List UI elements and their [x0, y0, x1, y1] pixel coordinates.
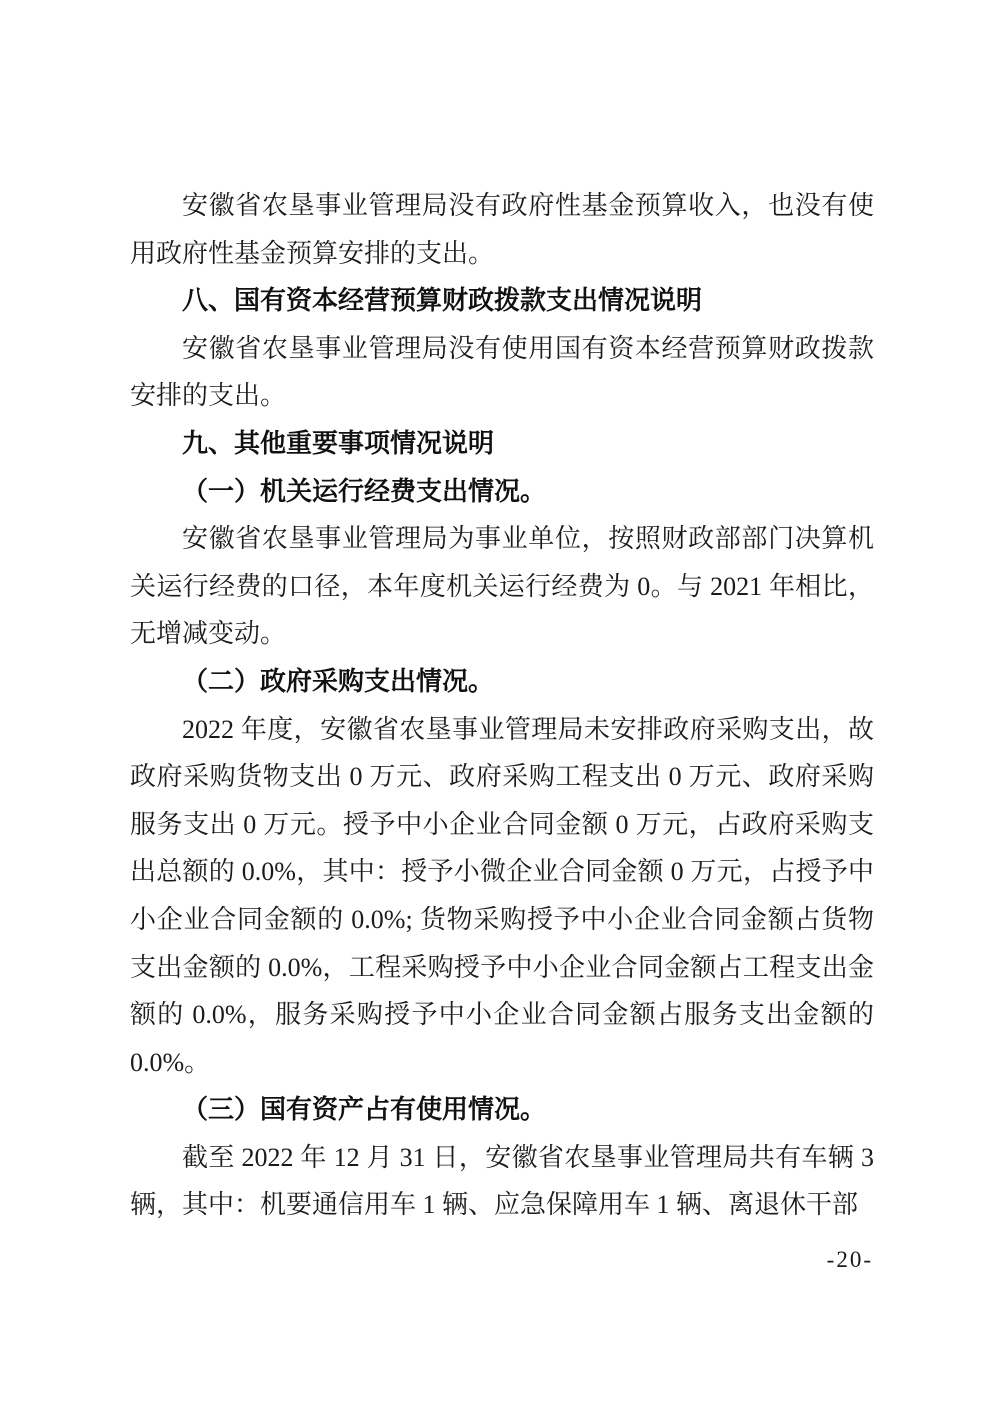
- paragraph-state-capital: 安徽省农垦事业管理局没有使用国有资本经营预算财政拨款安排的支出。: [130, 333, 874, 411]
- subsection-heading-1: （一）机关运行经费支出情况。: [182, 475, 547, 506]
- paragraph-state-assets: 截至 2022 年 12 月 31 日，安徽省农垦事业管理局共有车辆 3 辆，其中：机要通信用车 1 辆、应急保障用车 1 辆、离退休干部: [130, 1142, 874, 1220]
- paragraph-operating-funds: 安徽省农垦事业管理局为事业单位，按照财政部部门决算机关运行经费的口径，本年度机关运行经费为 0。与 2021 年相比，无增减变动。: [130, 524, 874, 649]
- page-number: -20-: [826, 1247, 873, 1272]
- document-body: [130, 182, 874, 1229]
- paragraph-gov-fund: 安徽省农垦事业管理局没有政府性基金预算收入，也没有使用政府性基金预算安排的支出。: [130, 191, 874, 268]
- section-heading-9: 九、其他重要事项情况说明: [182, 427, 495, 458]
- paragraph-procurement: 2022 年度，安徽省农垦事业管理局未安排政府采购支出，故政府采购货物支出 0 万元、政府采购工程支出 0 万元、政府采购服务支出 0 万元。授予中小企业合同金额 0 万元，占政府采购支出总额的 0.0%，其中：授予小微企业合同金额 0 万元，占授予中小企业合同金额的 0.0%; 货物采购授予中小企业合同金额占货物支出金额的 0.0%，工程采购授予中小企业合同金额占工程支出金额的 0.0%，服务采购授予中小企业合同金额占服务支出金额的 0.0%。: [130, 714, 874, 1077]
- subsection-heading-3: （三）国有资产占有使用情况。: [182, 1094, 547, 1125]
- subsection-heading-2: （二）政府采购支出情况。: [182, 665, 495, 696]
- section-heading-8: 八、国有资本经营预算财政拨款支出情况说明: [182, 285, 703, 316]
